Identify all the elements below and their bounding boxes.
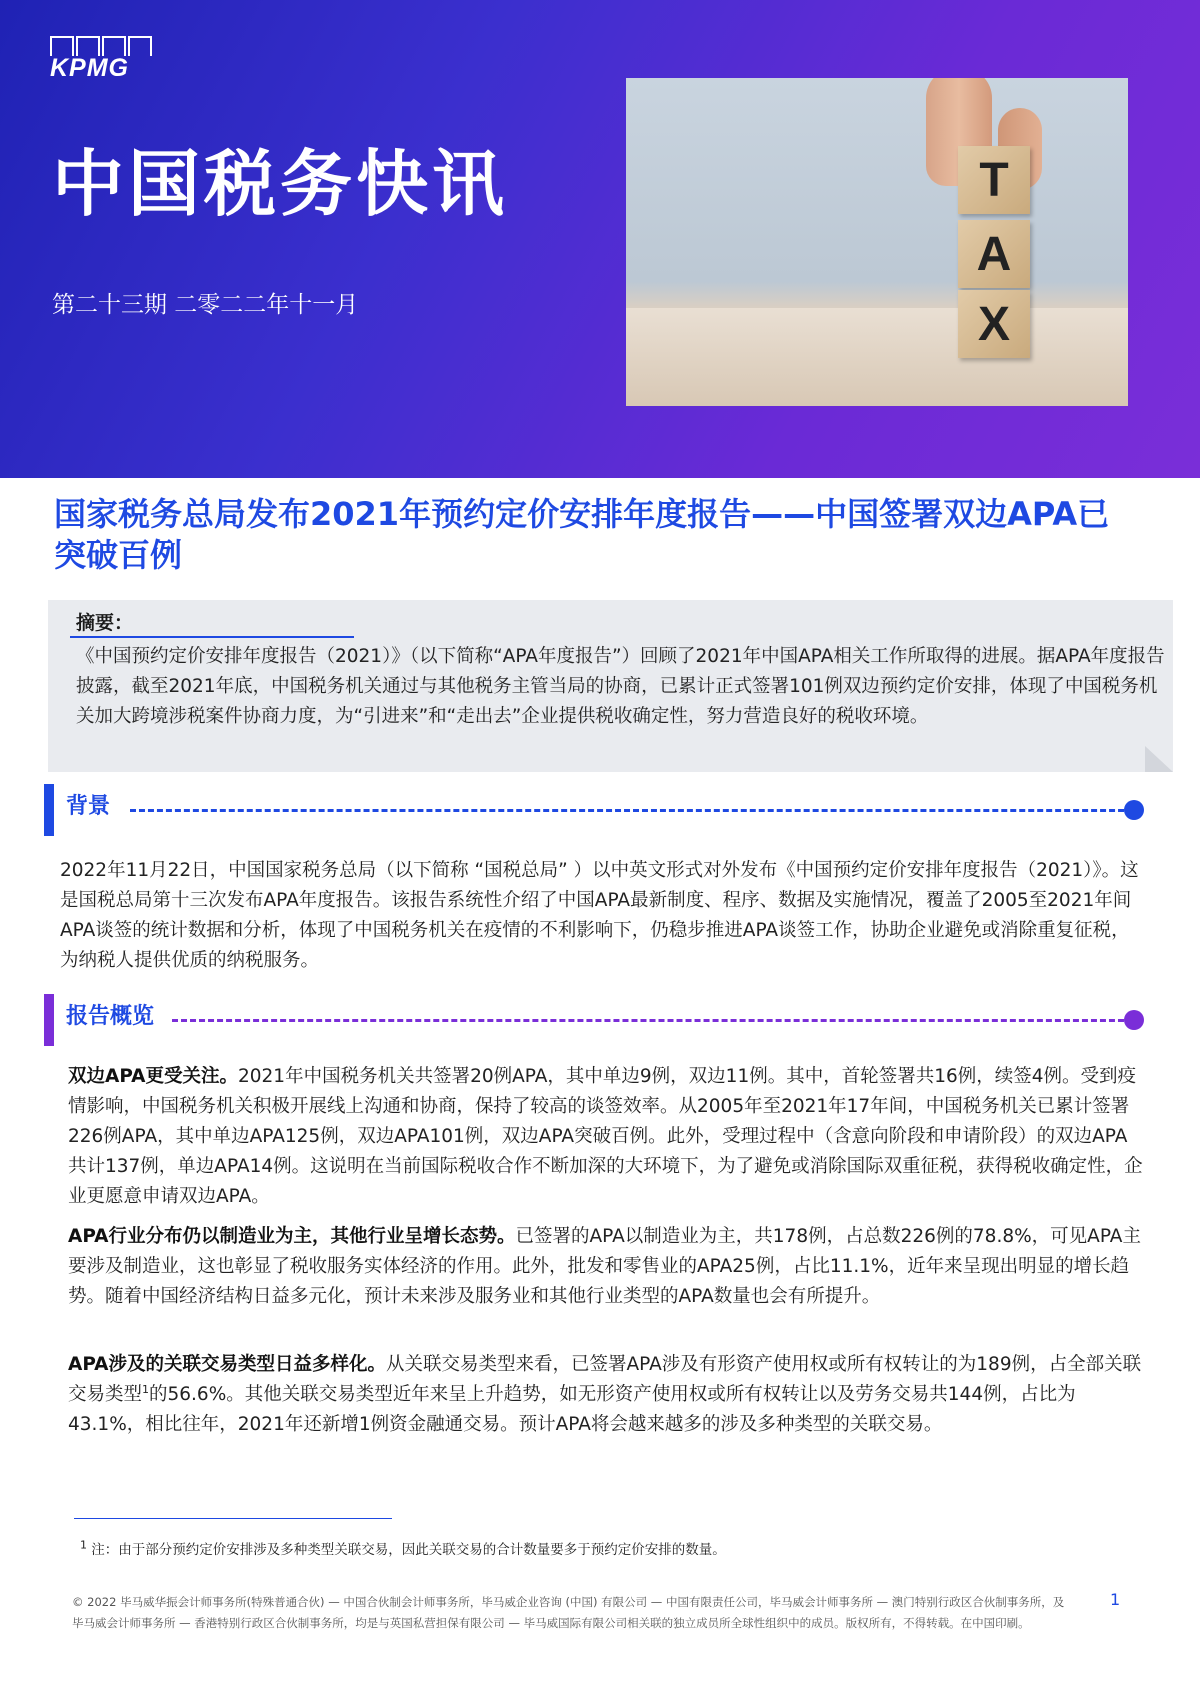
kpmg-logo [50, 36, 160, 80]
paragraph-text: 的56.6%。其他关联交易类型近年来呈上升趋势，如无形资产使用权或所有权转让以及劳务交易共144例，占比为43.1%，相比往年，2021年还新增1例资金融通交易。预计APA将会越来越多的涉及多种类型的关联交易。 [68, 1384, 1076, 1435]
summary-underline [70, 636, 354, 638]
section-header-overview [44, 994, 1144, 1046]
paragraph-lead: APA行业分布仍以制造业为主，其他行业呈增长态势。 [68, 1226, 516, 1247]
page-number: 1 [1110, 1590, 1121, 1609]
paragraph-lead: 双边APA更受关注。 [68, 1066, 238, 1087]
photo-block-x: X [958, 290, 1030, 358]
page-fold-corner [1145, 746, 1173, 772]
section-dashed-rule [172, 1019, 1142, 1022]
section-end-dot [1124, 1010, 1144, 1030]
summary-box [48, 600, 1173, 772]
footnote [80, 1538, 726, 1558]
article-headline: 国家税务总局发布2021年预约定价安排年度报告——中国签署双边APA已突破百例 [54, 495, 1110, 574]
overview-paragraph-1 [68, 1062, 1144, 1212]
footnote-text: 注：由于部分预约定价安排涉及多种类型关联交易，因此关联交易的合计数量要多于预约定价安排的数量。 [91, 1542, 726, 1558]
footnote-rule [74, 1518, 392, 1519]
overview-paragraph-3 [68, 1350, 1144, 1440]
summary-label: 摘要： [76, 612, 134, 634]
paragraph-text: 已签署的APA以制造业为主，共178例，占总数226例的78.8%，可见APA主要涉及制造业，这也彰显了税收服务实体经济的作用。此外，批发和零售业的APA25例，占比11.1%，近年来呈现出明显的增长趋势。随着中国经济结构日益多元化，预计未来涉及服务业和其他行业类型的APA数量也会有所提升。 [68, 1226, 1141, 1307]
section-end-dot [1124, 800, 1144, 820]
cover-banner [0, 0, 1200, 478]
paragraph-text: 2021年中国税务机关共签署20例APA，其中单边9例，双边11例。其中，首轮签署共16例，续签4例。受到疫情影响，中国税务机关积极开展线上沟通和协商，保持了较高的谈签效率。从2005年至2021年17年间，中国税务机关已累计签署226例APA，其中单边APA125例，双边APA101例，双边APA突破百例。此外，受理过程中（含意向阶段和申请阶段）的双边APA共计137例，单边APA14例。这说明在当前国际税收合作不断加深的大环境下，为了避免或消除国际双重征税，获得税收确定性，企业更愿意申请双边APA。 [68, 1066, 1143, 1207]
copyright-notice: © 2022 毕马威华振会计师事务所(特殊普通合伙) — 中国合伙制会计师事务所，毕马威企业咨询 (中国) 有限公司 — 中国有限责任公司，毕马威会计师事务所 — 澳门特别行政区合伙制事务所，及毕马威会计师事务所 — 香港特别行政区合伙制事务所，均是与英国私营担保有限公司 — 毕马威国际有限公司相关联的独立成员所全球性组织中的成员。版权所有，不得转载。在中国印刷。 [72, 1595, 1065, 1630]
background-paragraph: 2022年11月22日，中国国家税务总局（以下简称 “国税总局” ）以中英文形式对外发布《中国预约定价安排年度报告（2021）》。这是国税总局第十三次发布APA年度报告。该报告系统性介绍了中国APA最新制度、程序、数据及实施情况，覆盖了2005至2021年间APA谈签的统计数据和分析，体现了中国税务机关在疫情的不利影响下，仍稳步推进APA谈签工作，协助企业避免或消除重复征税，为纳税人提供优质的纳税服务。 [60, 860, 1139, 971]
section-accent-bar [44, 784, 54, 836]
photo-block-t: T [958, 146, 1030, 214]
section-title: 背景 [66, 794, 111, 819]
tax-blocks-photo [626, 78, 1128, 406]
section-accent-bar [44, 994, 54, 1046]
paragraph-text: 从关联交易类型来看，已签署APA涉及有形资产使用权或所有权转让的为189例，占全部关联交易类型 [68, 1354, 1142, 1405]
footnote-mark: 1 [80, 1538, 87, 1552]
issue-date: 第二十三期 二零二二年十一月 [52, 292, 359, 318]
paragraph-lead: APA涉及的关联交易类型日益多样化。 [68, 1354, 386, 1375]
summary-text: 《中国预约定价安排年度报告（2021）》（以下简称“APA年度报告”）回顾了2021年中国APA相关工作所取得的进展。据APA年度报告披露，截至2021年底，中国税务机关通过与其他税务主管当局的协商，已累计正式签署101例双边预约定价安排，体现了中国税务机关加大跨境涉税案件协商力度，为“引进来”和“走出去”企业提供税收确定性，努力营造良好的税收环境。 [76, 646, 1165, 727]
overview-paragraph-2 [68, 1222, 1144, 1312]
publication-title: 中国税务快讯 [52, 142, 509, 226]
logo-text: KPMG [50, 54, 129, 82]
section-title: 报告概览 [66, 1004, 155, 1029]
photo-block-a: A [958, 220, 1030, 288]
section-header-background [44, 784, 1144, 836]
section-dashed-rule [130, 809, 1142, 812]
footnote-ref[interactable]: 1 [142, 1382, 150, 1396]
